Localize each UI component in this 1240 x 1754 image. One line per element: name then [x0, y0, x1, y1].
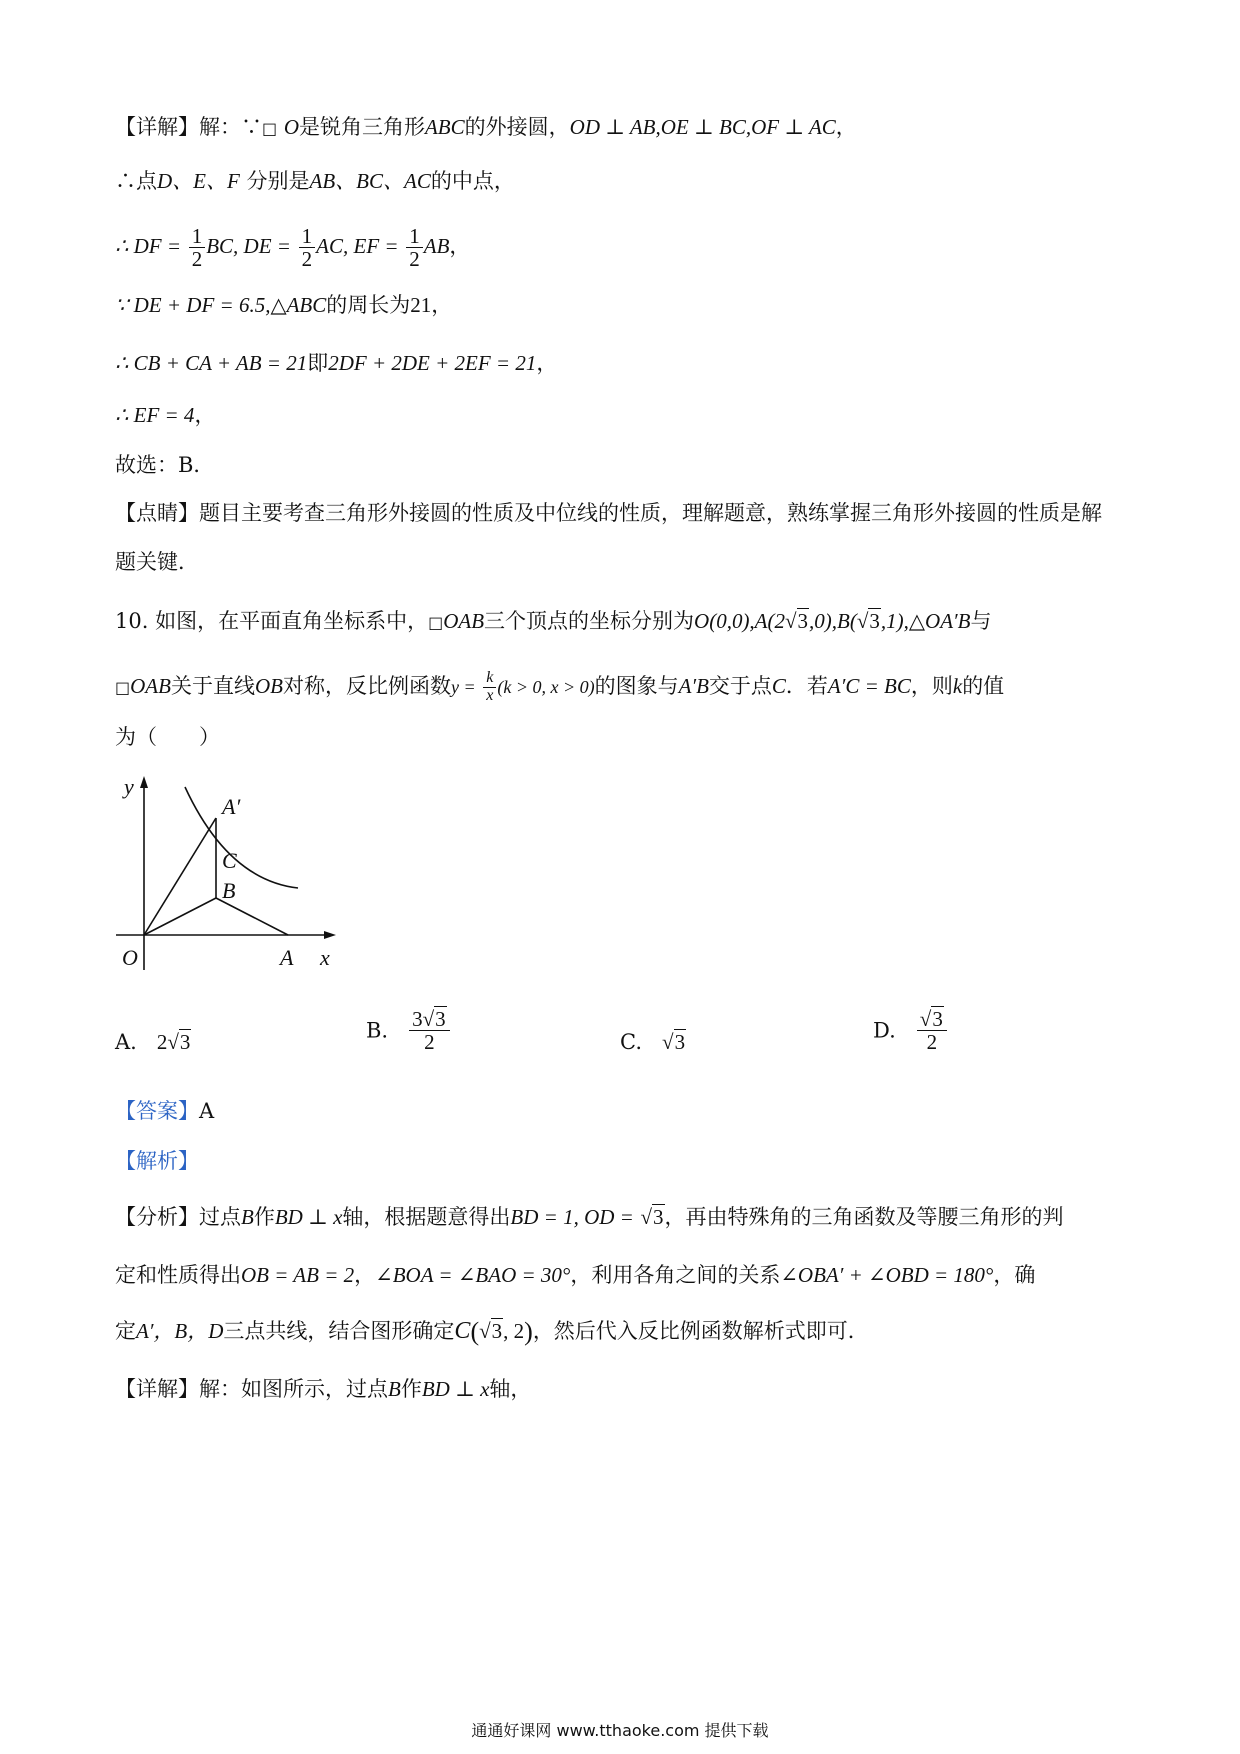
comment-tag: 【点睛】	[115, 501, 199, 525]
detail-line-7	[115, 450, 214, 480]
question-line-3	[115, 722, 220, 752]
frac-num: 1	[406, 225, 423, 248]
math: ∴ CB + CA + AB = 21	[115, 351, 308, 375]
math: BC, DE =	[206, 234, 291, 258]
frac-num: 1	[299, 225, 316, 248]
y-axis-arrow	[140, 776, 148, 788]
fraction-half	[406, 225, 423, 270]
math: O(0,0),A(2	[694, 609, 786, 633]
segment-BA	[216, 898, 288, 935]
detail-tag: 【详解】	[115, 1377, 199, 1401]
answer-line	[115, 1096, 214, 1126]
frac-den: x	[486, 687, 494, 704]
sqrt: √3	[640, 1205, 664, 1229]
text: 为（ ）	[115, 725, 220, 749]
text: 定	[115, 1319, 136, 1343]
text: 轴，	[489, 1377, 532, 1401]
answer-value: A	[199, 1099, 215, 1123]
frac-den: 2	[301, 247, 313, 271]
math: ∵ DE + DF = 6.5,△ABC	[115, 293, 327, 317]
text: ，	[835, 115, 857, 139]
text: ，再由特殊角的三角函数及等腰三角形的判	[664, 1205, 1064, 1229]
text: 的图象与	[594, 674, 679, 698]
math: OB = AB = 2	[241, 1263, 355, 1287]
label-O: O	[122, 945, 138, 970]
text: 即	[307, 351, 329, 375]
frac-num: 1	[189, 225, 206, 248]
label-y: y	[124, 774, 134, 799]
text: 交于点	[708, 674, 772, 698]
triangle-symbol: □	[115, 678, 131, 697]
circle-symbol: □	[262, 119, 278, 138]
text: 故选：B．	[115, 453, 215, 477]
question-line-2	[115, 656, 1004, 718]
math: 2DF + 2DE + 2EF = 21	[328, 351, 537, 375]
fraction-k-over-x	[483, 670, 496, 705]
text: 过点	[199, 1205, 241, 1229]
analysis-tag: 【解析】	[115, 1149, 199, 1173]
label-Aprime: A′	[222, 794, 241, 819]
question-line-1	[115, 606, 991, 638]
text: 关于直线	[170, 674, 255, 698]
detail-line-1	[115, 112, 857, 144]
math: (k > 0, x > 0)	[497, 677, 595, 697]
number: 21	[410, 293, 432, 317]
text: 解：如图所示，过点	[199, 1377, 388, 1401]
text: ，则	[910, 674, 953, 698]
coef: 3	[412, 1007, 423, 1031]
coordinate-figure	[108, 770, 348, 980]
detail-line-6	[115, 400, 215, 430]
fraction-half	[299, 225, 316, 270]
frac-den: 2	[424, 1030, 435, 1055]
sqrt: √3	[856, 609, 880, 633]
math: ,1),△OA′B	[880, 609, 971, 633]
paren: (	[470, 1317, 480, 1346]
frac-den: 2	[926, 1030, 938, 1055]
math: A′B	[678, 674, 709, 698]
text: 解：∵	[199, 115, 262, 139]
frac-den: 2	[409, 247, 420, 271]
analysis-line-2	[115, 1260, 1035, 1290]
label-C: C	[222, 848, 237, 873]
math: BD = 1, OD =	[510, 1205, 634, 1229]
text: ，	[354, 1263, 376, 1287]
math: BD ⊥ x	[274, 1205, 343, 1229]
math: , 2	[503, 1319, 525, 1343]
text: 是锐角三角形	[298, 115, 425, 139]
text: 的中点，	[430, 169, 515, 193]
radicand: 3	[179, 1030, 191, 1054]
text: 10. 如图，在平面直角坐标系中，	[115, 609, 429, 633]
sqrt: √3	[919, 1007, 943, 1031]
text: ，然后代入反比例函数解析式即可．	[532, 1319, 869, 1343]
math: k	[952, 674, 963, 698]
text: 与	[970, 609, 992, 633]
math: ,0),B(	[809, 609, 857, 633]
text: 分别是	[246, 169, 310, 193]
frac-num: k	[483, 670, 496, 688]
math: A′C = BC	[827, 674, 911, 698]
sqrt: √3	[167, 1030, 191, 1054]
sqrt: √3	[479, 1319, 503, 1343]
answer-tag: 【答案】	[115, 1099, 199, 1123]
label-A: A	[280, 945, 294, 970]
text: 作	[253, 1205, 275, 1229]
math: C	[454, 1318, 471, 1344]
math: B	[241, 1205, 254, 1229]
frac-den: 2	[191, 247, 203, 271]
text: 三点共线，结合图形确定	[223, 1319, 455, 1343]
sqrt: √3	[785, 609, 809, 633]
text: ，	[431, 293, 453, 317]
option-a[interactable]	[115, 1030, 191, 1055]
option-c[interactable]	[620, 1030, 686, 1055]
fraction-half	[189, 225, 206, 270]
math: y =	[450, 677, 476, 697]
label-x: x	[320, 945, 330, 970]
math: A′，B，D	[136, 1319, 224, 1343]
math: OD ⊥ AB,OE ⊥ BC,OF ⊥ AC	[569, 115, 836, 139]
text: 轴，根据题意得出	[342, 1205, 511, 1229]
math: D、E、F	[157, 169, 240, 193]
text: 三个顶点的坐标分别为	[484, 609, 695, 633]
detail-tag: 【详解】	[115, 115, 199, 139]
text: 的外接圆，	[464, 115, 570, 139]
text: ，	[536, 351, 558, 375]
text: 对称，反比例函数	[282, 674, 451, 698]
radicand: 3	[932, 1007, 943, 1031]
sqrt: √3	[662, 1030, 686, 1054]
math: AC, EF =	[316, 234, 399, 258]
detail-line-5	[115, 348, 557, 378]
text: 作	[400, 1377, 422, 1401]
text: ．若	[785, 674, 828, 698]
triangle-symbol: □	[428, 613, 444, 632]
option-b[interactable]	[366, 1008, 451, 1053]
math: ∠BOA = ∠BAO = 30°	[375, 1263, 571, 1287]
text: 的值	[962, 674, 1005, 698]
math: ∠OBA′ + ∠OBD = 180°	[780, 1263, 994, 1287]
math: OB	[254, 674, 283, 698]
math: C	[771, 674, 786, 698]
text: 题关键．	[115, 550, 199, 574]
radicand: 3	[869, 609, 880, 633]
math: ABC	[424, 115, 465, 139]
option-label: B.	[366, 1018, 389, 1043]
hyperbola-curve	[185, 787, 298, 888]
option-label: A.	[115, 1030, 137, 1054]
radicand: 3	[491, 1319, 503, 1343]
text: ，	[194, 403, 216, 427]
text: ∴点	[115, 169, 157, 193]
text: 题目主要考查三角形外接圆的性质及中位线的性质，理解题意，熟练掌握三角形外接圆的性质是解	[199, 501, 1102, 525]
analysis-line-1	[115, 1202, 1064, 1232]
comment-line-2	[115, 547, 199, 577]
paren: )	[524, 1317, 533, 1346]
option-d[interactable]	[873, 1008, 948, 1053]
math: ∴ EF = 4	[115, 403, 195, 427]
radicand: 3	[797, 609, 809, 633]
footer: 通通好课网 www.tthaoke.com 提供下载	[471, 1721, 769, 1740]
math: AB、BC、AC	[309, 169, 431, 193]
math: OAB	[443, 609, 485, 633]
label-B: B	[222, 878, 236, 903]
math: B	[388, 1377, 401, 1401]
math: AB	[423, 234, 450, 258]
math: BD ⊥ x	[421, 1377, 490, 1401]
radicand: 3	[435, 1007, 446, 1031]
x-axis-arrow	[324, 931, 336, 939]
detail-line-3	[115, 216, 470, 276]
analysis-line-3	[115, 1316, 869, 1347]
math: ∴ DF =	[115, 234, 182, 258]
sqrt: √3	[422, 1007, 446, 1031]
radicand: 3	[653, 1205, 664, 1229]
text: ，确	[993, 1263, 1036, 1287]
coef: 2	[156, 1030, 168, 1054]
detail-line-2	[115, 166, 515, 196]
fraction	[917, 1008, 947, 1053]
detail2-line-1	[115, 1374, 531, 1404]
fraction	[409, 1008, 450, 1053]
option-label: C.	[620, 1030, 642, 1054]
math: OAB	[130, 674, 171, 698]
fx-tag: 【分析】	[115, 1205, 199, 1229]
option-label: D.	[873, 1018, 896, 1043]
segment-OAprime	[144, 818, 216, 935]
math: O	[283, 115, 299, 139]
comment-line-1	[115, 498, 1102, 528]
text: ，利用各角之间的关系	[570, 1263, 781, 1287]
radicand: 3	[674, 1030, 686, 1054]
detail-line-4	[115, 290, 452, 320]
text: ，	[449, 234, 471, 258]
analysis-heading	[115, 1146, 199, 1176]
text: 定和性质得出	[115, 1263, 241, 1287]
text: 的周长为	[326, 293, 411, 317]
